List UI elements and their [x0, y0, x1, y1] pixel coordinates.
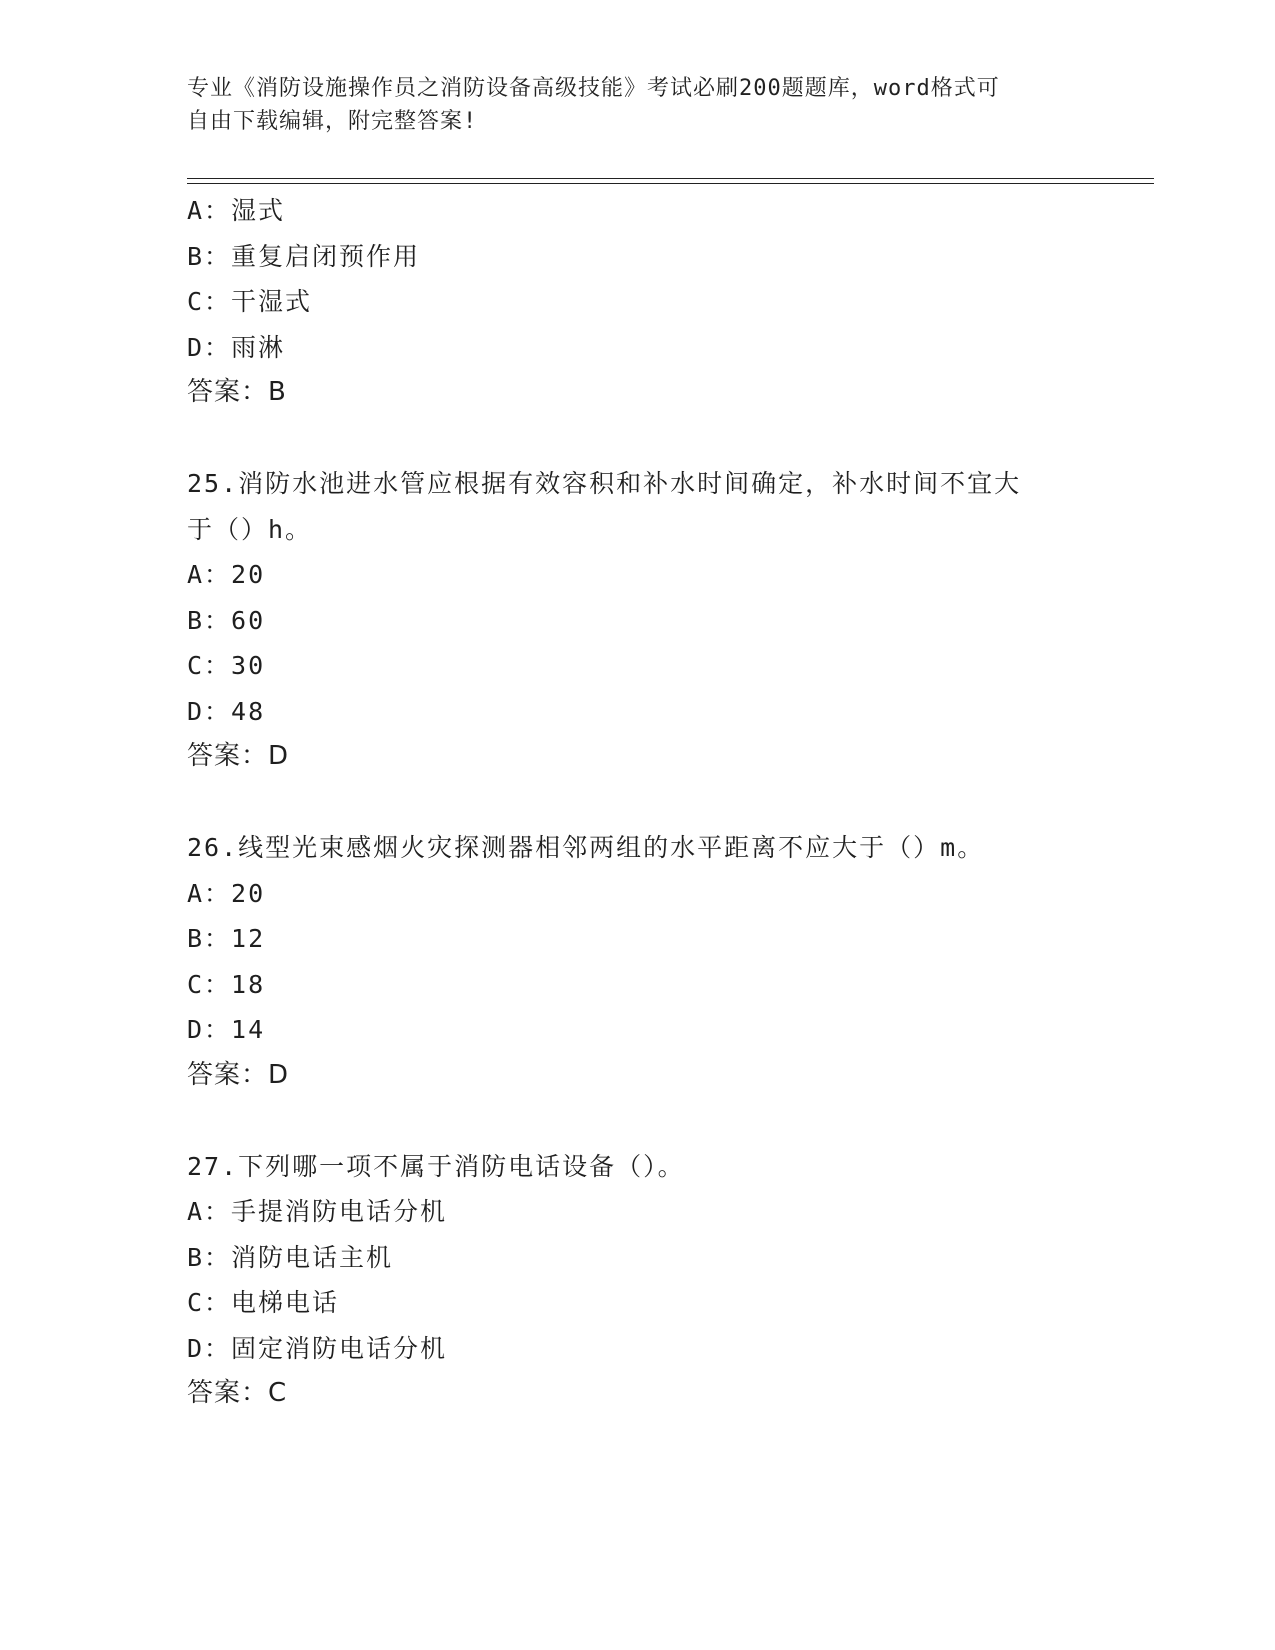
option-b: B：12: [187, 924, 266, 953]
header-line-2: 自由下载编辑，附完整答案!: [187, 109, 478, 134]
question-stem: 26.线型光束感烟火灾探测器相邻两组的水平距离不应大于（）m。: [187, 833, 985, 862]
question-24-block: [187, 188, 1087, 416]
option-a: A：湿式: [187, 196, 286, 225]
question-27-block: [187, 1144, 1087, 1417]
spacer: [187, 416, 1087, 462]
header-divider-bottom: [187, 183, 1154, 184]
header-divider-top: [187, 178, 1154, 179]
option-b: B：60: [187, 605, 266, 635]
document-header: [187, 72, 1087, 138]
option-a: A：20: [187, 560, 266, 589]
question-stem: 27.下列哪一项不属于消防电话设备（）。: [187, 1151, 685, 1181]
option-d: D：48: [187, 696, 266, 726]
option-d: D：14: [187, 1015, 266, 1044]
spacer: [187, 780, 1087, 826]
question-list: [187, 188, 1087, 1417]
option-c: C：干湿式: [187, 287, 313, 316]
option-c: C：18: [187, 969, 266, 999]
spacer: [187, 1098, 1087, 1144]
option-d: D：固定消防电话分机: [187, 1333, 448, 1363]
answer-line: 答案：C: [187, 1378, 288, 1408]
answer-line: 答案：D: [187, 741, 290, 771]
option-a: A：20: [187, 878, 266, 908]
option-b: B：消防电话主机: [187, 1242, 394, 1272]
option-c: C：电梯电话: [187, 1288, 340, 1317]
answer-line: 答案：B: [187, 377, 287, 407]
question-26-block: [187, 825, 1087, 1098]
question-stem-continued: 于（）h。: [187, 514, 313, 544]
option-d: D：雨淋: [187, 332, 286, 362]
option-b: B：重复启闭预作用: [187, 241, 421, 271]
option-c: C：30: [187, 651, 266, 680]
header-line-1: 专业《消防设施操作员之消防设备高级技能》考试必刷200题题库，word格式可: [187, 76, 1000, 101]
answer-line: 答案：D: [187, 1059, 290, 1090]
question-25-block: [187, 461, 1087, 780]
option-a: A：手提消防电话分机: [187, 1197, 448, 1226]
question-stem: 25.消防水池进水管应根据有效容积和补水时间确定，补水时间不宜大: [187, 469, 1022, 498]
